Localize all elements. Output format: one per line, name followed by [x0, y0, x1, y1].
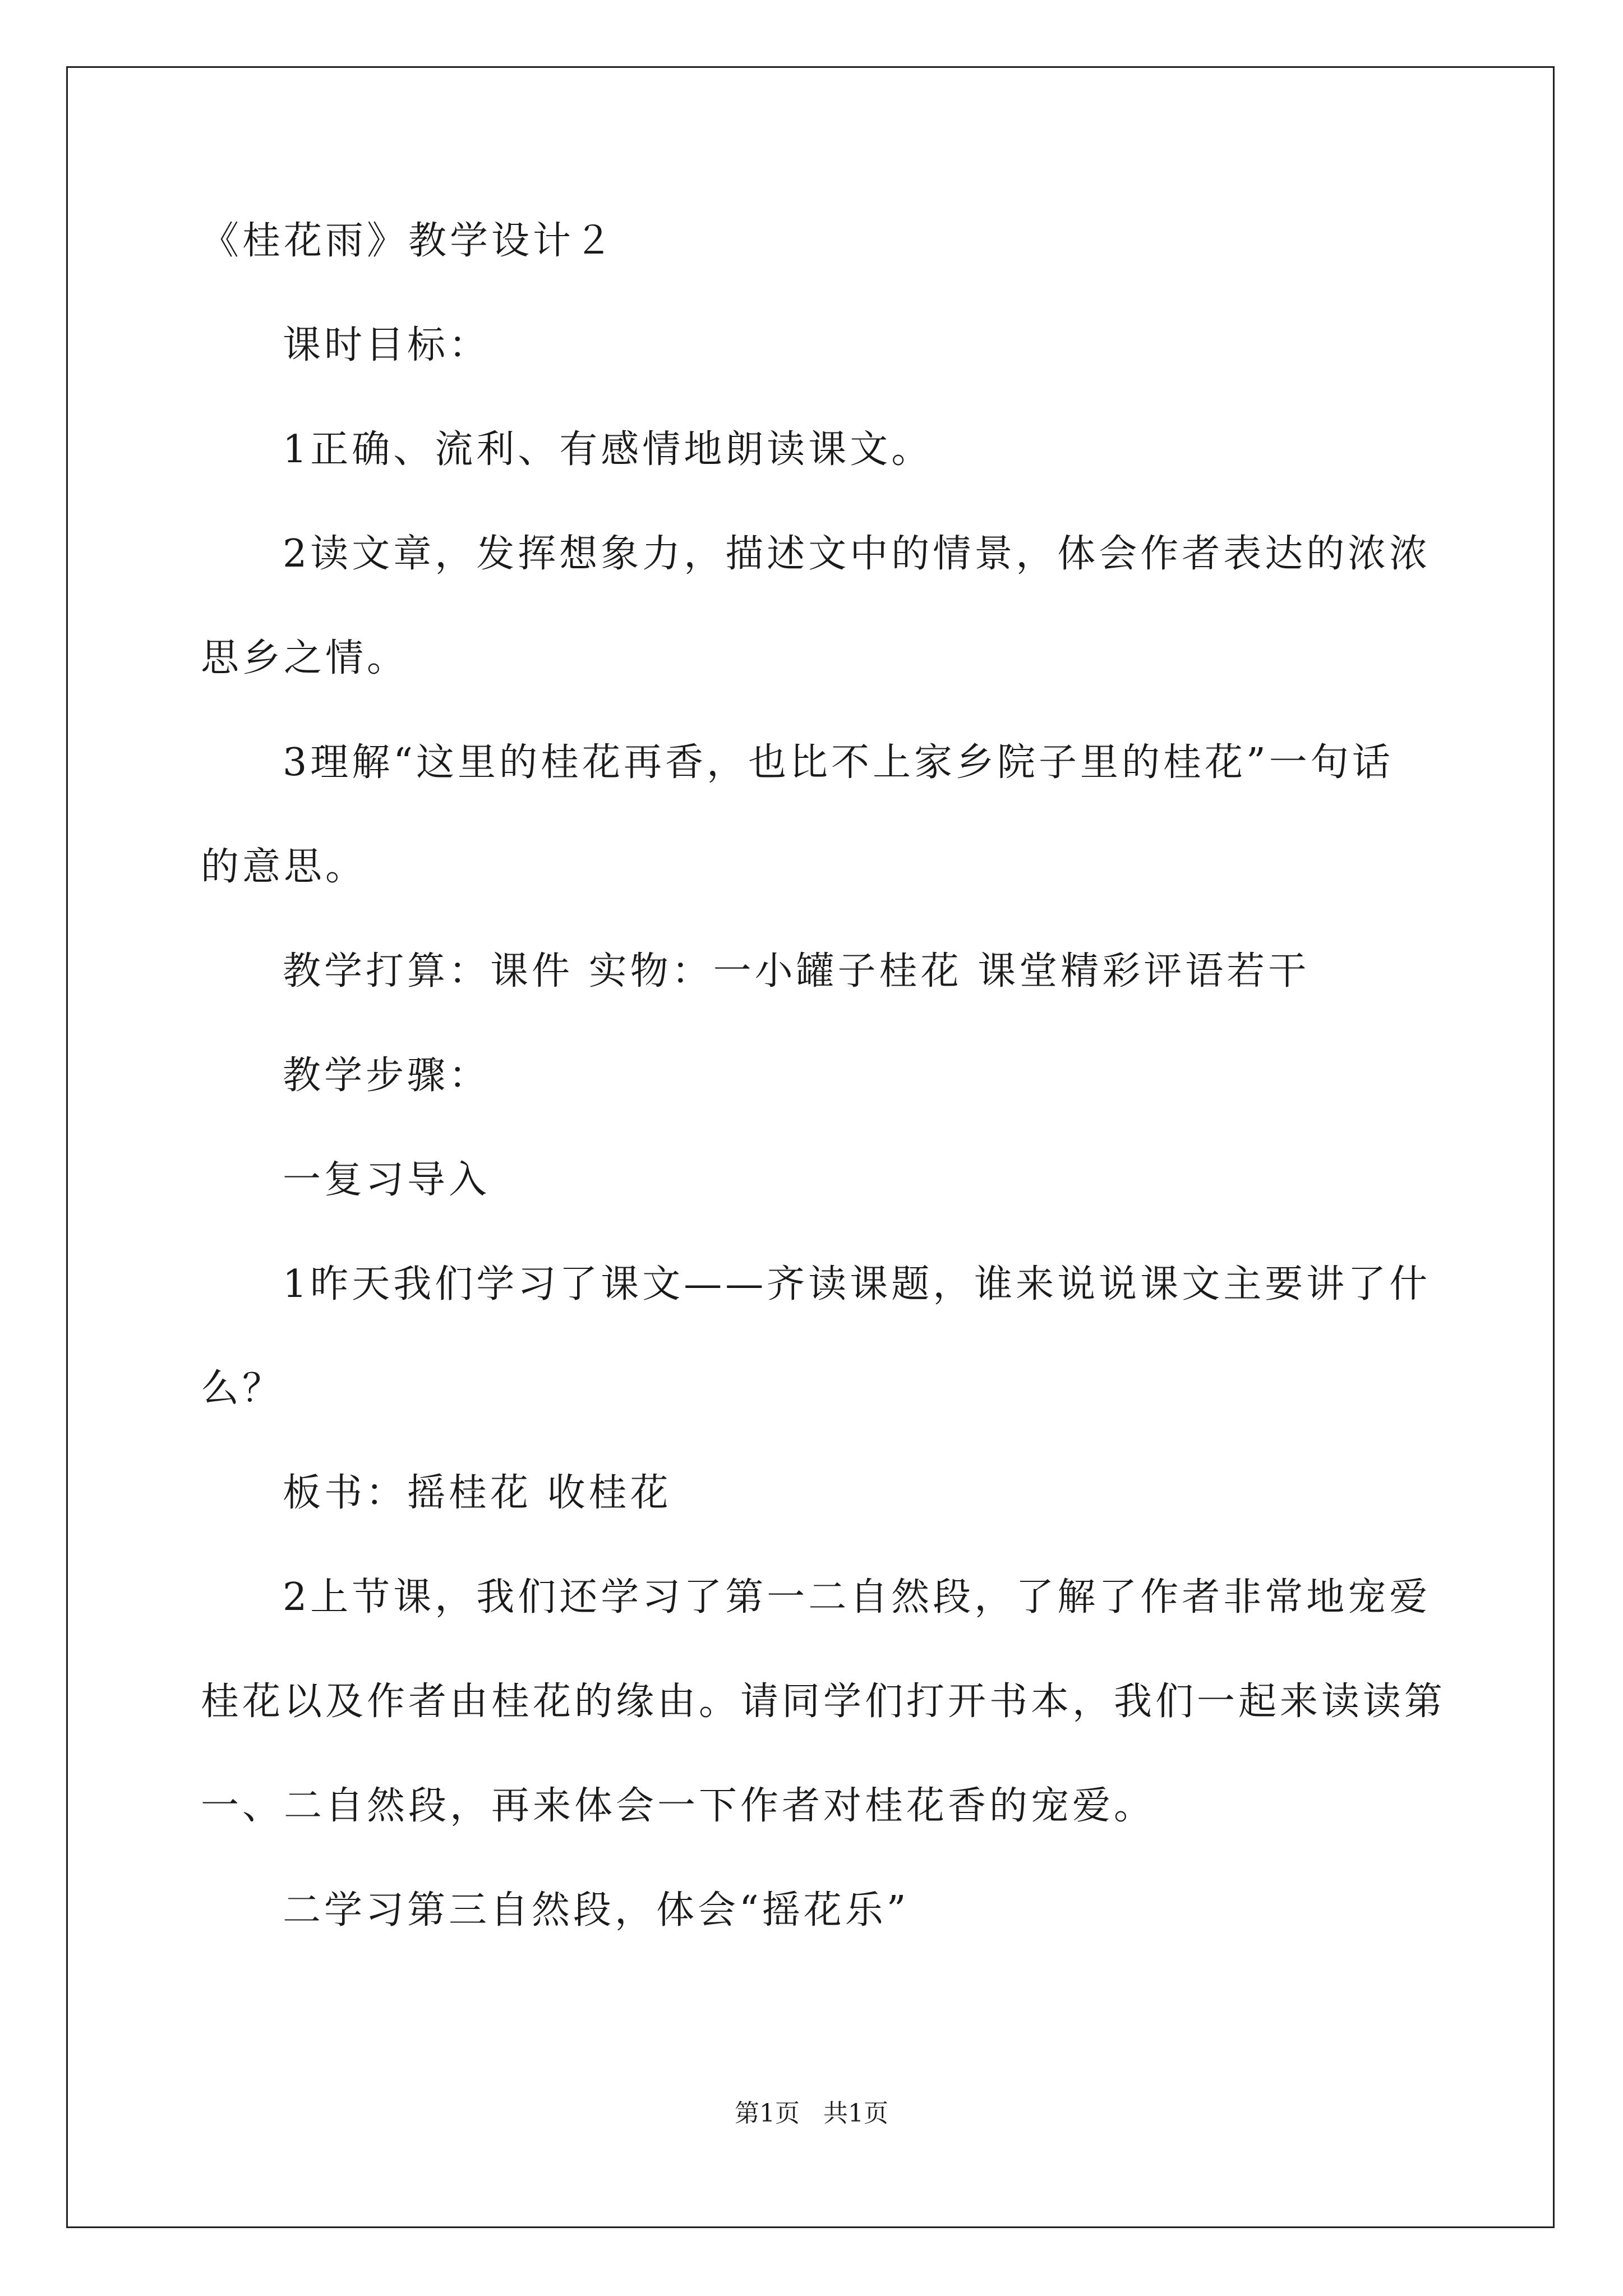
- paragraph-line: 1昨天我们学习了课文——齐读课题，谁来说说课文主要讲了什: [283, 1262, 1431, 1306]
- document-title: 《桂花雨》教学设计２: [201, 219, 616, 263]
- paragraph-line: 教学打算：课件 实物：一小罐子桂花 课堂精彩评语若干: [283, 949, 1310, 993]
- paragraph-line: 2读文章，发挥想象力，描述文中的情景，体会作者表达的浓浓: [283, 532, 1431, 576]
- paragraph-line: 板书：摇桂花 收桂花: [283, 1471, 672, 1515]
- paragraph-line: 教学步骤：: [283, 1053, 491, 1098]
- paragraph-line: 桂花以及作者由桂花的缘由。请同学们打开书本，我们一起来读读第: [201, 1680, 1446, 1724]
- paragraph-line: 课时目标：: [283, 323, 491, 367]
- paragraph-line: 3理解“这里的桂花再香，也比不上家乡院子里的桂花”一句话: [283, 740, 1394, 785]
- page-footer: [0, 2098, 1623, 2129]
- paragraph-line: 一、二自然段，再来体会一下作者对桂花香的宠爱。: [201, 1784, 1156, 1828]
- paragraph-line: 2上节课，我们还学习了第一二自然段，了解了作者非常地宠爱: [283, 1575, 1431, 1619]
- paragraph-line: 思乡之情。: [201, 636, 409, 680]
- page-number-total: 共1页: [823, 2099, 888, 2128]
- paragraph-line: 的意思。: [201, 845, 367, 889]
- paragraph-line: 么？: [201, 1366, 284, 1411]
- paragraph-line: 1正确、流利、有感情地朗读课文。: [283, 427, 933, 472]
- section-heading: 一复习导入: [283, 1158, 491, 1202]
- page-number-current: 第1页: [735, 2099, 800, 2128]
- section-heading: 二学习第三自然段，体会“摇花乐”: [283, 1888, 910, 1932]
